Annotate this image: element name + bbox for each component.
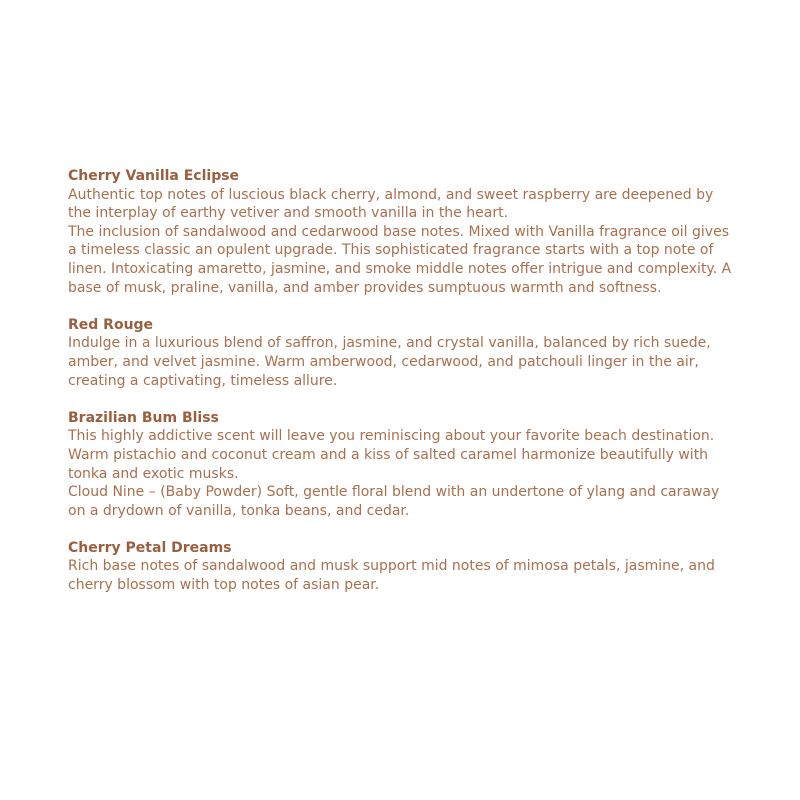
section-cherry-vanilla-eclipse	[68, 167, 732, 297]
fragrance-descriptions	[68, 167, 732, 613]
section-title: Cherry Petal Dreams	[68, 539, 232, 556]
section-paragraph: This highly addictive scent will leave you reminiscing about your favorite beach destination. Warm pistachio and coconut cream and a kiss of salted caramel harmonize beautifully with tonka and exotic musks.	[68, 428, 715, 482]
section-paragraph: Authentic top notes of luscious black cherry, almond, and sweet raspberry are deepened by the interplay of earthy vetiver and smooth vanilla in the heart.	[68, 186, 714, 222]
section-brazilian-bum-bliss	[68, 409, 732, 521]
section-cherry-petal-dreams	[68, 539, 732, 595]
section-paragraph: Cloud Nine – (Baby Powder) Soft, gentle floral blend with an undertone of ylang and caraway on a drydown of vanilla, tonka beans, and cedar.	[68, 484, 720, 519]
section-title: Red Rouge	[68, 316, 154, 333]
section-red-rouge	[68, 316, 732, 390]
section-title: Brazilian Bum Bliss	[68, 409, 219, 426]
section-paragraph: Indulge in a luxurious blend of saffron, jasmine, and crystal vanilla, balanced by rich suede, amber, and velvet jasmine. Warm amberwood, cedarwood, and patchouli linger in the air, creating a captivating, timeless allure.	[68, 335, 711, 389]
section-paragraph: The inclusion of sandalwood and cedarwood base notes. Mixed with Vanilla fragrance oil gives a timeless classic an opulent upgrade. This sophisticated fragrance starts with a top note of linen. Intoxicating amaretto, jasmine, and smoke middle notes offer intrigue and complexity. A base of musk, praline, vanilla, and amber provides sumptuous warmth and softness.	[68, 223, 732, 296]
section-paragraph: Rich base notes of sandalwood and musk support mid notes of mimosa petals, jasmine, and cherry blossom with top notes of asian pear.	[68, 558, 715, 594]
section-title: Cherry Vanilla Eclipse	[68, 168, 240, 184]
